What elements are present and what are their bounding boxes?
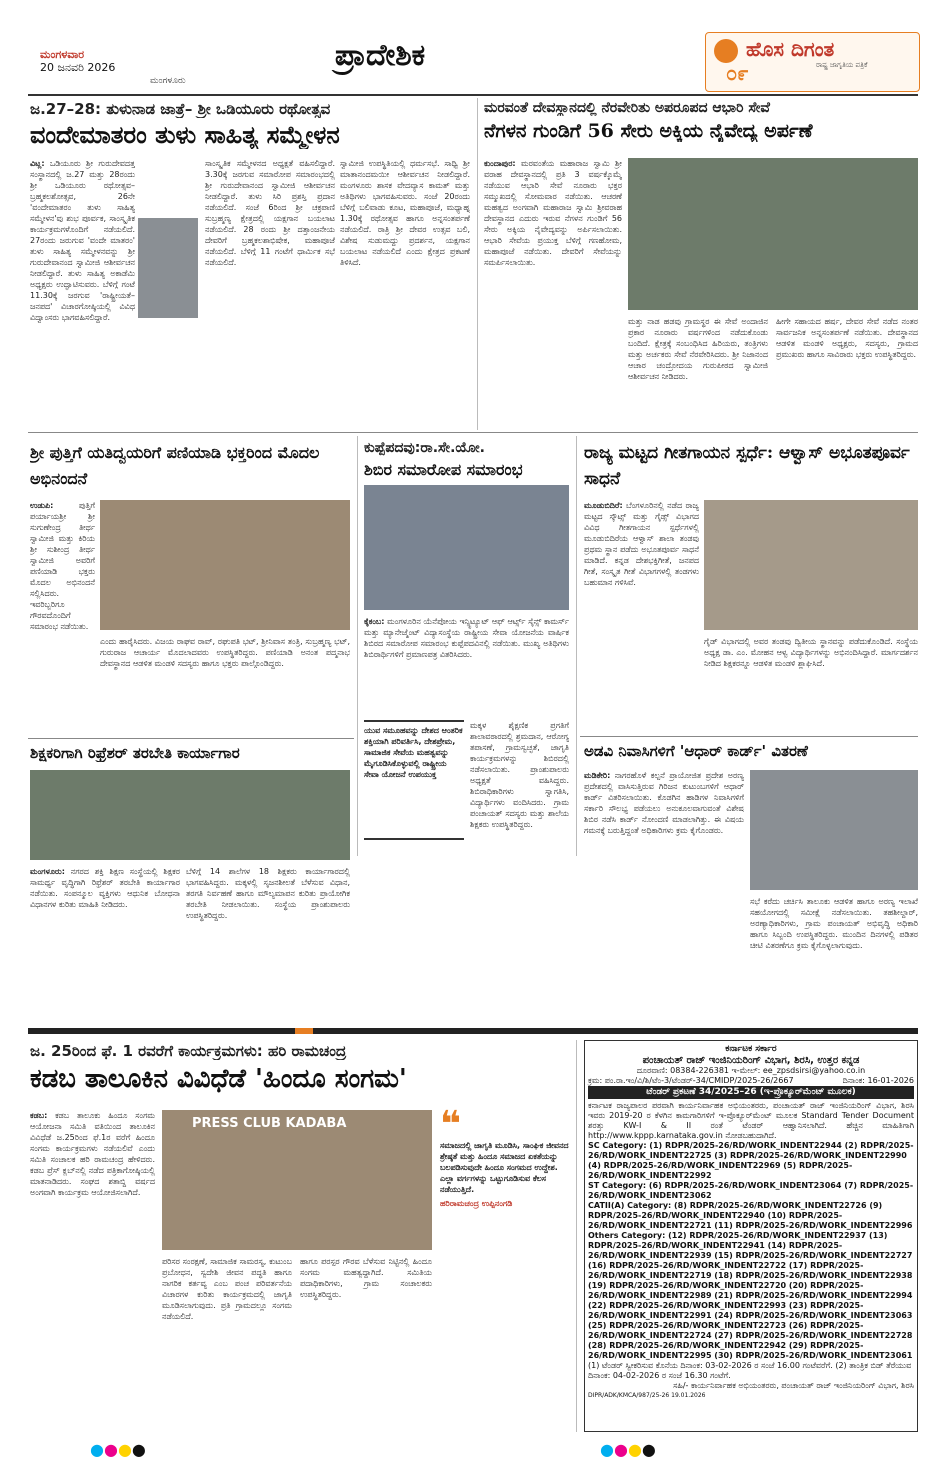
- story8-quote-author: ಹರಿರಾಮಚಂದ್ರ ಉಪ್ಪಿನಂಗಡಿ: [440, 1199, 513, 1208]
- story7-dateline: ಮಂಗಳೂರು:: [30, 867, 65, 876]
- story1-body2: ಸಾಂಸ್ಕೃತಿಕ ಸಮ್ಮೇಳನದ ಅಧ್ಯಕ್ಷತೆ ವಹಿಸಲಿದ್ದಾರೆ. 3.30ಕ್ಕೆ ಜರಗುವ ಸಮಾರೋಪ ಸಮಾರಂಭದಲ್ಲಿ ಶ್ರೀ ಗುರುದೇವಾನಂದ ಸ್ವಾಮೀಜಿ ಆಶೀರ್ವಚನ ನೀಡಲಿದ್ದಾರೆ. ತುಳು ಸಿರಿ ಪ್ರಶಸ್ತಿ ಪ್ರದಾನ ನಡೆಯಲಿದೆ. ಸಂಜೆ 6ರಿಂದ ಶ್ರೀ ಚಕ್ರಪಾಣಿ ಸುಬ್ರಹ್ಮಣ್ಯ ಕ್ಷೇತ್ರದಲ್ಲಿ ಯಕ್ಷಗಾನ ಬಯಲಾಟ ನಡೆಯಲಿದೆ. 28 ರಂದು ಶ್ರೀ ದತ್ತಾಂಜನೇಯ ದೇವರಿಗೆ ಬ್ರಹ್ಮಕಲಶಾಭಿಷೇಕ, ಮಹಾಪೂಜೆ ನಡೆಯಲಿದೆ. ಬೆಳಿಗ್ಗೆ 11 ಗಂಟೆಗೆ ಧಾರ್ಮಿಕ ಸಭೆ ನಡೆಯಲಿದೆ.: [205, 159, 335, 267]
- story7-body-col1: [30, 866, 180, 1016]
- story4-body1: ಮಂಗಳೂರಿನ ಯೆನೆಪೋಯ ಇನ್ಸ್ಟಿಟ್ಯೂಟ್ ಆಫ್ ಆರ್ಟ್ಸ್ ಸೈನ್ಸ್ ಕಾಮರ್ಸ್ ಮತ್ತು ಮ್ಯಾನೇಜ್ಮೆಂಟ್ ವಿದ್ಯಾಸಂಸ್ಥೆಯ ರಾಷ್ಟ್ರೀಯ ಸೇವಾ ಯೋಜನೆಯ ವಾರ್ಷಿಕ ಶಿಬಿರದ ಸಮಾರೋಪ ಸಮಾರಂಭ ಕುಪ್ಪೆಪದವಿನಲ್ಲಿ ನಡೆಯಿತು. ಮುಖ್ಯ ಅತಿಥಿಗಳು ಶಿಬಿರಾರ್ಥಿಗಳಿಗೆ ಪ್ರಮಾಣಪತ್ರ ವಿತರಿಸಿದರು.: [364, 617, 569, 659]
- story8-press-photo: [162, 1110, 432, 1250]
- tender-cat: CATII(A) Category: (8) RDPR/2025-26/RD/WORK_INDENT22726 (9) RDPR/2025-26/RD/WORK_INDENT22940 (10) RDPR/2025-26/RD/WORK_INDENT22721 (11) RDPR/2025-26/RD/WORK_INDENT22996: [588, 1201, 913, 1230]
- story5-body-col1: [584, 500, 699, 730]
- dot-icon: ●: [641, 1440, 656, 1459]
- story3-felicitation-photo: [100, 500, 350, 630]
- story5-dateline: ಮೂಡುಬಿದಿರೆ:: [584, 501, 623, 510]
- quote-mark-icon: ❝: [440, 1104, 462, 1145]
- story5-body1: ಬೆಂಗಳೂರಿನಲ್ಲಿ ನಡೆದ ರಾಜ್ಯ ಮಟ್ಟದ ಸ್ಕೌಟ್ಸ್ ಮತ್ತು ಗೈಡ್ಸ್ ವಿಭಾಗದ ವಿವಿಧ ಗೀತಗಾಯನ ಸ್ಪರ್ಧೆಗಳಲ್ಲಿ ಮೂಡುಬಿದಿರೆಯ ಆಳ್ವಾಸ್ ಶಾಲಾ ತಂಡವು ಪ್ರಥಮ ಸ್ಥಾನ ಪಡೆದು ಅಭೂತಪೂರ್ವ ಸಾಧನೆ ಮಾಡಿದೆ. ಕನ್ನಡ ದೇಶಭಕ್ತಿಗೀತೆ, ಜನಪದ ಗೀತೆ, ಸಂಸ್ಕೃತ ಗೀತೆ ವಿಭಾಗಗಳಲ್ಲಿ ತಂಡಗಳು ಬಹುಮಾನ ಗಳಿಸಿವೆ.: [584, 501, 699, 587]
- tender-others: Others Category: (12) RDPR/2025-26/RD/WORK_INDENT22937 (13) RDPR/2025-26/RD/WORK_INDENT22941 (14) RDPR/2025-26/RD/WORK_INDENT22939 (15) RDPR/2025-26/RD/WORK_INDENT22727 (16) RDPR/2025-26/RD/WORK_INDENT22722 (17) RDPR/2025-26/RD/WORK_INDENT22719 (18) RDPR/2025-26/RD/WORK_INDENT22938 (19) RDPR/2025-26/RD/WORK_INDENT22720 (20) RDPR/2025-26/RD/WORK_INDENT22989 (21) RDPR/2025-26/RD/WORK_INDENT22994 (22) RDPR/2025-26/RD/WORK_INDENT22993 (23) RDPR/2025-26/RD/WORK_INDENT22991 (24) RDPR/2025-26/RD/WORK_INDENT23063 (25) RDPR/2025-26/RD/WORK_INDENT22723 (26) RDPR/2025-26/RD/WORK_INDENT22724 (27) RDPR/2025-26/RD/WORK_INDENT22728 (28) RDPR/2025-26/RD/WORK_INDENT22942 (29) RDPR/2025-26/RD/WORK_INDENT22995 (30) RDPR/2025-26/RD/WORK_INDENT23061: [588, 1231, 913, 1360]
- story5-headline: ರಾಜ್ಯ ಮಟ್ಟದ ಗೀತಗಾಯನ ಸ್ಪರ್ಧೆ: ಆಳ್ವಾಸ್ ಅಭೂತಪೂರ್ವ ಸಾಧನೆ: [584, 443, 910, 489]
- tender-notice: [584, 1040, 918, 1432]
- tender-gov: ಕರ್ನಾಟಕ ಸರ್ಕಾರ: [725, 1044, 777, 1054]
- story1-body-col1: [30, 158, 135, 418]
- story8-body2: ಪರಿಸರ ಸಂರಕ್ಷಣೆ, ಸಾಮಾಜಿಕ ಸಾಮರಸ್ಯ, ಕುಟುಂಬ ಪ್ರಬೋಧನ, ಸ್ವದೇಶಿ ಜೀವನ ಪದ್ಧತಿ ಹಾಗೂ ನಾಗರಿಕ ಕರ್ತವ್ಯ ಎಂಬ ಪಂಚ ಪರಿವರ್ತನೆಯ ವಿಚಾರಗಳ ಕುರಿತು ಕಾರ್ಯಕ್ರಮದಲ್ಲಿ ಜಾಗೃತಿ ಮೂಡಿಸಲಾಗುವುದು. ಪ್ರತಿ ಗ್ರಾಮದಲ್ಲೂ ಸಂಗಮ ನಡೆಯಲಿದೆ.: [162, 1257, 292, 1321]
- story1-portrait-photo: [138, 218, 198, 318]
- registration-dots: [600, 1440, 656, 1459]
- masthead-logo: [705, 32, 920, 92]
- dot-icon: ●: [600, 1440, 614, 1459]
- tender-st: ST Category: (6) RDPR/2025-26/RD/WORK_INDENT23064 (7) RDPR/2025-26/RD/WORK_INDENT23062: [588, 1181, 914, 1200]
- story8-kicker: ಜ. 25ರಿಂದ ಫೆ. 1 ರವರೆಗೆ ಕಾರ್ಯಕ್ರಮಗಳು: ಹರಿ ರಾಮಚಂದ್ರ: [30, 1042, 347, 1060]
- divider: [28, 432, 918, 433]
- story2-headline: ನೆಗಳನ ಗುಂಡಿಗೆ 56 ಸೇರು ಅಕ್ಕಿಯ ನೈವೇದ್ಯ ಅರ್ಪಣೆ: [484, 120, 813, 142]
- story2-body3: ಹೀಗೇ ಸಹಾಯದ ಹರ್ಷ, ದೇವರ ಸೇವೆ ನಡೆದ ನಂತರ ಸಾರ್ವಜನಿಕ ಅನ್ನಸಂತರ್ಪಣೆ ನಡೆಯಿತು. ದೇವಸ್ಥಾನದ ಆಡಳಿತ ಮಂಡಳಿ ಅಧ್ಯಕ್ಷರು, ಸದಸ್ಯರು, ಗ್ರಾಮದ ಪ್ರಮುಖರು ಹಾಗೂ ಸಾವಿರಾರು ಭಕ್ತರು ಉಪಸ್ಥಿತರಿದ್ದರು.: [776, 317, 918, 359]
- header-rule: [28, 94, 918, 96]
- divider: [28, 738, 354, 739]
- story1-body1: ಒಡಿಯೂರು ಶ್ರೀ ಗುರುದೇವದತ್ತ ಸಂಸ್ಥಾನದಲ್ಲಿ ಜ.27 ಮತ್ತು 28ರಂದು ಶ್ರೀ ಒಡಿಯೂರು ರಥೋತ್ಸವ–ಬ್ರಹ್ಮಕಲಶೋತ್ಸವ, 26ನೇ 'ವಂದೇಮಾತರಂ ತುಳು ಸಾಹಿತ್ಯ ಸಮ್ಮೇಳನ'ವು ಶುಭ ಪೂರ್ವಕ, ಸಾಂಸ್ಕೃತಿಕ ಕಾರ್ಯಕ್ರಮಗಳೊಂದಿಗೆ ನಡೆಯಲಿದೆ. 27ರಂದು ಜರುಗುವ 'ವಂದೇ ಮಾತರಂ' ತುಳು ಸಾಹಿತ್ಯ ಸಮ್ಮೇಳನವನ್ನು ಶ್ರೀ ಗುರುದೇವಾನಂದ ಸ್ವಾಮೀಜಿ ಆಶೀರ್ವಚನ ನೀಡಲಿದ್ದಾರೆ. ತುಳು ಸಾಹಿತ್ಯ ಅಕಾಡೆಮಿ ಅಧ್ಯಕ್ಷರು ಉದ್ಘಾಟಿಸುವರು. ಬೆಳಿಗ್ಗೆ ಗಂಟೆ 11.30ಕ್ಕೆ ಜರಗುವ 'ರಾಷ್ಟ್ರೀಯತೆ–ಜನಪದ' ವಿಚಾರಗೋಷ್ಠಿಯಲ್ಲಿ ವಿವಿಧ ವಿದ್ವಾಂಸರು ಭಾಗವಹಿಸಲಿದ್ದಾರೆ.: [30, 159, 135, 322]
- divider: [477, 98, 478, 430]
- tender-ref-row: [588, 1076, 914, 1086]
- tender-signature: ಸಹಿ/- ಕಾರ್ಯನಿರ್ವಾಹಕ ಅಭಿಯಂತರರು, ಪಂಚಾಯತ್ ರಾಜ್ ಇಂಜಿನಿಯರಿಂಗ್ ವಿಭಾಗ, ಶಿರಸಿ: [673, 1381, 914, 1390]
- logo-name: ಹೊಸ ದಿಗಂತ: [746, 37, 835, 61]
- story1-headline: ವಂದೇಮಾತರಂ ತುಳು ಸಾಹಿತ್ಯ ಸಮ್ಮೇಳನ: [30, 120, 340, 149]
- story1-body3: ಸ್ವಾಮೀಜಿ ಉಪಸ್ಥಿತಿಯಲ್ಲಿ ಧರ್ಮಸಭೆ. ಸಾಧ್ವಿ ಶ್ರೀ ಮಾತಾನಂದಮಯೀ ಆಶೀರ್ವಚನ ನೀಡಲಿದ್ದಾರೆ. ಮಂಗಳೂರು ಶಾಸಕ ವೇದವ್ಯಾಸ ಕಾಮತ್ ಮತ್ತು ಅತಿಥಿಗಳು ಭಾಗವಹಿಸುವರು. ಸಂಜೆ 20ರಂದು ಬೆಳಿಗ್ಗೆ ಬಲಿವಾಡು ಕೂಟ, ಮಹಾಪೂಜೆ, ಮಧ್ಯಾಹ್ನ 1.30ಕ್ಕೆ ರಥೋತ್ಸವ ಹಾಗೂ ಅನ್ನಸಂತರ್ಪಣೆ ನಡೆಯಲಿದೆ. ರಾತ್ರಿ ಶ್ರೀ ದೇವರ ಉತ್ಸವ ಬಲಿ, ವಿಶೇಷ ಸುಡುಮದ್ದು ಪ್ರದರ್ಶನ, ಯಕ್ಷಗಾನ ಬಯಲಾಟ ನಡೆಯಲಿದೆ ಎಂದು ಕ್ಷೇತ್ರದ ಪ್ರಕಟಣೆ ತಿಳಿಸಿದೆ.: [340, 159, 470, 267]
- story1-kicker: ಜ.27–28: ತುಳುನಾಡ ಜಾತ್ರೆ– ಶ್ರೀ ಒಡಿಯೂರು ರಥೋತ್ಸವ: [30, 100, 331, 118]
- registration-dots: [90, 1440, 146, 1459]
- header-place: ಮಂಗಳೂರು: [150, 76, 186, 86]
- story8-quote-box: [440, 1104, 570, 1320]
- story6-aadhaar-photo: [750, 770, 918, 890]
- story6-dateline: ಮಡಿಕೇರಿ:: [584, 771, 611, 780]
- story8-headline: ಕಡಬ ತಾಲೂಕಿನ ವಿವಿಧೆಡೆ 'ಹಿಂದೂ ಸಂಗಮ': [30, 1064, 407, 1094]
- dot-icon: ●: [627, 1440, 642, 1459]
- tender-dates: (1) ಟೆಂಡರ್ ಸ್ವೀಕರಿಸುವ ಕೊನೆಯ ದಿನಾಂಕ: 03-02-2026 ರ ಸಂಜೆ 16.00 ಗಂಟೆವರೆಗೆ. (2) ತಾಂತ್ರಿಕ ಬಿಡ್ ತೆರೆಯುವ ದಿನಾಂಕ: 04-02-2026 ರ ಸಂಜೆ 16.30 ಗಂಟೆಗೆ.: [588, 1361, 912, 1380]
- tender-code: DIPR/ADK/KMCA/987/25-26 19.01.2026: [588, 1392, 706, 1399]
- tender-dept: ಪಂಚಾಯತ್ ರಾಜ್ ಇಂಜಿನಿಯರಿಂಗ್ ವಿಭಾಗ, ಶಿರಸಿ, ಉತ್ತರ ಕನ್ನಡ: [642, 1055, 860, 1066]
- story4-quote: ಯುವ ಸಮೂಹವನ್ನು ದೇಶದ ಆಂತರಿಕ ಶಕ್ತಿಯಾಗಿ ಪರಿವರ್ತಿಸಿ, ದೇಶಪ್ರೇಮ, ಸಾಮಾಜಿಕ ಸೇವೆಯ ಮಹತ್ವವನ್ನು ಮೈಗೂಡಿಸಿಕೊಳ್ಳುವಲ್ಲಿ ರಾಷ್ಟ್ರೀಯ ಸೇವಾ ಯೋಜನೆ ಉಪಯುಕ್ತ: [364, 720, 464, 840]
- tender-ref: ಕ್ರಮ: ಪಂ.ರಾ.ಇಂ/ವಿ/ಶಿ/ಟೆಂ-3/ಟೆಂಡರ್-34/CMIDP/2025-26/2667: [588, 1076, 794, 1085]
- header-date-text: 20 ಜನವರಿ 2026: [40, 61, 116, 74]
- story8-body3: ಹಾಗೂ ಪರಸ್ಪರ ಗೌರವ ಬೆಳೆಸುವ ನಿಟ್ಟಿನಲ್ಲಿ ಹಿಂದೂ ಸಂಗಮ ಮಹತ್ವದ್ದಾಗಿದೆ. ಸಮಿತಿಯ ಪದಾಧಿಕಾರಿಗಳು, ಗ್ರಾಮ ಸಂಚಾಲಕರು ಉಪಸ್ಥಿತರಿದ್ದರು.: [300, 1257, 432, 1299]
- story4-dateline: ಕೈಕಂಬ:: [364, 617, 385, 626]
- tender-sc: SC Category: (1) RDPR/2025-26/RD/WORK_INDENT22944 (2) RDPR/2025-26/RD/WORK_INDENT22725 (3) RDPR/2025-26/RD/WORK_INDENT22990 (4) RDPR/2025-26/RD/WORK_INDENT22969 (5) RDPR/2025-26/RD/WORK_INDENT22992: [588, 1141, 914, 1180]
- story2-dateline: ಕುಂದಾಪುರ:: [484, 159, 516, 168]
- story2-body-col1: [484, 158, 622, 428]
- logo-emblem-icon: [714, 39, 738, 63]
- dot-icon: ●: [90, 1440, 104, 1459]
- story4-body-col1: [364, 616, 569, 716]
- divider: [576, 436, 577, 856]
- dot-icon: ●: [613, 1440, 628, 1459]
- tender-title: ಟೆಂಡರ್ ಪ್ರಕಟಣೆ 34/2025–26 (ಇ-ಪ್ರೊಕ್ಯೂರ್‌ಮೆಂಟ್ ಮೂಲಕ): [588, 1086, 914, 1099]
- story8-body1: ಕಡಬ ತಾಲೂಕು ಹಿಂದೂ ಸಂಗಮ ಆಯೋಜನಾ ಸಮಿತಿ ವತಿಯಿಂದ ತಾಲೂಕಿನ ವಿವಿಧೆಡೆ ಜ.25ರಿಂದ ಫೆ.1ರ ವರೆಗೆ ಹಿಂದೂ ಸಂಗಮ ಕಾರ್ಯಕ್ರಮಗಳು ನಡೆಯಲಿವೆ ಎಂದು ಸಮಿತಿ ಸಂಚಾಲಕ ಹರಿ ರಾಮಚಂದ್ರ ಹೇಳಿದರು. ಕಡಬ ಪ್ರೆಸ್ ಕ್ಲಬ್‌ನಲ್ಲಿ ನಡೆದ ಪತ್ರಿಕಾಗೋಷ್ಠಿಯಲ್ಲಿ ಮಾತನಾಡಿದರು. ಸಂಘದ ಶತಾಬ್ದಿ ವರ್ಷದ ಅಂಗವಾಗಿ ಕಾರ್ಯಕ್ರಮ ಆಯೋಜಿಸಲಾಗಿದೆ.: [30, 1111, 155, 1197]
- story7-headline: ಶಿಕ್ಷಕರಿಗಾಗಿ ರಿಫ್ರೆಶರ್ ತರಬೇತಿ ಕಾರ್ಯಾಗಾರ: [30, 744, 240, 762]
- story8-quote: ಸಮಾಜದಲ್ಲಿ ಜಾಗೃತಿ ಮೂಡಿಸಿ, ಸಾಂಘಿಕ ಜೀವನದ ಶ್ರೇಷ್ಠತೆ ಮತ್ತು ಹಿಂದೂ ಸಮಾಜದ ಏಕತೆಯನ್ನು ಬಲಪಡಿಸುವುದೇ ಹಿಂದೂ ಸಂಗಮದ ಉದ್ದೇಶ. ಎಲ್ಲಾ ವರ್ಗಗಳನ್ನು ಒಟ್ಟುಗೂಡಿಸುವ ಕೆಲಸ ನಡೆಯುತ್ತಿದೆ.: [440, 1141, 569, 1194]
- story8-dateline: ಕಡಬ:: [30, 1111, 48, 1120]
- story6-body-col1: [584, 770, 744, 1000]
- story1-dateline: ವಿಟ್ಲ:: [30, 159, 45, 168]
- divider: [576, 1040, 577, 1432]
- story8-body-col1: [30, 1110, 155, 1430]
- story3-body1: ಪುತ್ತಿಗೆ ಪರ್ಯಾಯಶ್ರೀ ಶ್ರೀ ಸುಗುಣೇಂದ್ರ ತೀರ್ಥ ಸ್ವಾಮೀಜಿ ಮತ್ತು ಕಿರಿಯ ಶ್ರೀ ಸುಶೀಂದ್ರ ತೀರ್ಥ ಸ್ವಾಮೀಜಿ ಅವರಿಗೆ ಪಣಿಯಾಡಿ ಭಕ್ತರು ಮೊದಲ ಅಭಿನಂದನೆ ಸಲ್ಲಿಸಿದರು. ಇವರಿಬ್ಬರಿಗೂ ಗೌರವದೊಂದಿಗೆ ಸಮಾರಂಭ ನಡೆಯಿತು.: [30, 501, 95, 631]
- story3-dateline: ಉಡುಪಿ:: [30, 501, 54, 510]
- story8-photo-label: PRESS CLUB KADABA: [192, 1116, 347, 1131]
- tender-intro: ಕರ್ನಾಟಕ ರಾಜ್ಯಪಾಲರ ಪರವಾಗಿ ಕಾರ್ಯನಿರ್ವಾಹಕ ಅಭಿಯಂತರರು, ಪಂಚಾಯತ್ ರಾಜ್ ಇಂಜಿನಿಯರಿಂಗ್ ವಿಭಾಗ, ಶಿರಸಿ ಇವರು 2019-20 ರ ಕೆಳಗಿನ ಕಾಮಗಾರಿಗಳಿಗೆ ಇ-ಪ್ರೊಕ್ಯೂರ್‌ಮೆಂಟ್ ಮೂಲಕ Standard Tender Document ಶರತ್ತು KW-I & II ರಂತೆ ಟೆಂಡರ್ ಆಹ್ವಾನಿಸಲಾಗಿದೆ. ಹೆಚ್ಚಿನ ಮಾಹಿತಿಗಾಗಿ http://www.kppp.karnataka.gov.in ನೋಡಬಹುದಾಗಿದೆ.: [588, 1101, 914, 1140]
- tender-ref-date: ದಿನಾಂಕ: 16-01-2026: [842, 1076, 914, 1085]
- story4-body2: ಮಕ್ಕಳ ಶೈಕ್ಷಣಿಕ ಪ್ರಗತಿಗೆ ಶಾಲಾವಠಾರದಲ್ಲಿ ಶ್ರಮದಾನ, ಆರೋಗ್ಯ ತಪಾಸಣೆ, ಗ್ರಾಮಸ್ವಚ್ಛತೆ, ಜಾಗೃತಿ ಕಾರ್ಯಕ್ರಮಗಳನ್ನು ಶಿಬಿರದಲ್ಲಿ ನಡೆಸಲಾಯಿತು. ಪ್ರಾಂಶುಪಾಲರು ಅಧ್ಯಕ್ಷತೆ ವಹಿಸಿದ್ದರು. ಶಿಬಿರಾಧಿಕಾರಿಗಳು ಸ್ವಾಗತಿಸಿ, ವಿದ್ಯಾರ್ಥಿಗಳು ವಂದಿಸಿದರು. ಗ್ರಾಮ ಪಂಚಾಯತ್ ಸದಸ್ಯರು ಮತ್ತು ಶಾಲೆಯ ಶಿಕ್ಷಕರು ಉಪಸ್ಥಿತರಿದ್ದರು.: [470, 721, 569, 829]
- story4-headline: ಶಿಬಿರ ಸಮಾರೋಪ ಸಮಾರಂಭ: [364, 460, 523, 479]
- story2-temple-photo: [628, 158, 918, 310]
- story4-kicker: ಕುಪ್ಪೆಪದವು:ರಾ.ಸೇ.ಯೋ.: [364, 440, 485, 456]
- story6-body1: ನಾಗರಹೊಳೆ ಕಲ್ಪನೆ ಪ್ರಾಯೋಜಿತ ಪ್ರದೇಶ ಅರಣ್ಯ ಪ್ರದೇಶದಲ್ಲಿ ವಾಸಿಸುತ್ತಿರುವ ಗಿರಿಜನ ಕುಟುಂಬಗಳಿಗೆ ಆಧಾರ್ ಕಾರ್ಡ್ ವಿತರಿಸಲಾಯಿತು. ಕೊಡಗಿನ ಹಾಡಿಗಳ ನಿವಾಸಿಗಳಿಗೆ ಸರ್ಕಾರಿ ಸೌಲಭ್ಯ ಪಡೆಯಲು ಅನುಕೂಲವಾಗುವಂತೆ ವಿಶೇಷ ಶಿಬಿರ ನಡೆಸಿ ಕಾರ್ಡ್ ನೋಂದಣಿ ಮಾಡಲಾಗಿತ್ತು. ಈ ವಿಷಯ ಗಮನಕ್ಕೆ ಬರುತ್ತಿದ್ದಂತೆ ಅಧಿಕಾರಿಗಳು ಕ್ರಮ ಕೈಗೊಂಡರು.: [584, 771, 744, 835]
- page-number: ೦೯: [726, 61, 749, 85]
- divider: [580, 736, 918, 737]
- story2-body1: ಮರವಂತೆಯ ಮಹಾರಾಜ ಸ್ವಾಮಿ ಶ್ರೀ ವರಾಹ ದೇವಸ್ಥಾನದಲ್ಲಿ ಪ್ರತಿ 3 ವರ್ಷಕ್ಕೊಮ್ಮೆ ನಡೆಯುವ ಆಭಾರಿ ಸೇವೆ ನೂರಾರು ಭಕ್ತರ ಸಮ್ಮುಖದಲ್ಲಿ ಸೋಮವಾರ ನಡೆಯಿತು. ಆಚರಣೆ ಮಹತ್ವದ ಅಂಗವಾಗಿ ಮಹಾರಾಜ ಸ್ವಾಮಿ ಶ್ರೀವರಾಹ ದೇವಸ್ಥಾನದ ಎದುರು ಇರುವ ನೆಗಳನ ಗುಂಡಿಗೆ 56 ಸೇರು ಅಕ್ಕಿಯ ನೈವೇದ್ಯವನ್ನು ಅರ್ಪಿಸಲಾಯಿತು. ಆಭಾರಿ ಸೇವೆಯ ಪ್ರಯುಕ್ತ ಬೆಳಿಗ್ಗೆ ಗಣಹೋಮ, ಮಹಾಪೂಜೆ ನಡೆಯಿತು. ದೇವರಿಗೆ ಸೇವೆಯನ್ನು ಸಮರ್ಪಿಸಲಾಯಿತು.: [484, 159, 622, 267]
- divider: [357, 436, 358, 856]
- header-date: [40, 48, 150, 74]
- dot-icon: ●: [131, 1440, 146, 1459]
- header-day: ಮಂಗಳವಾರ: [40, 48, 85, 61]
- story4-camp-photo: [364, 485, 569, 610]
- section-title: ಪ್ರಾದೇಶಿಕ: [334, 38, 426, 73]
- logo-tagline: ರಾಷ್ಟ್ರ ಜಾಗೃತಿಯ ಪತ್ರಿಕೆ: [816, 61, 868, 69]
- dot-icon: ●: [117, 1440, 132, 1459]
- story7-body2: ಬೆಳಿಗ್ಗೆ 14 ಶಾಲೆಗಳ 18 ಶಿಕ್ಷಕರು ಕಾರ್ಯಾಗಾರದಲ್ಲಿ ಭಾಗವಹಿಸಿದ್ದರು. ಮಕ್ಕಳಲ್ಲಿ ಸೃಜನಶೀಲತೆ ಬೆಳೆಸುವ ವಿಧಾನ, ತರಗತಿ ನಿರ್ವಹಣೆ ಹಾಗೂ ಮೌಲ್ಯಮಾಪನ ಕುರಿತು ಪ್ರಾಯೋಗಿಕ ತರಬೇತಿ ನೀಡಲಾಯಿತು. ಸಂಸ್ಥೆಯ ಪ್ರಾಂಶುಪಾಲರು ಉಪಸ್ಥಿತರಿದ್ದರು.: [186, 867, 350, 920]
- story6-body2: ಸಭೆ ಕರೆದು ಚರ್ಚಿಸಿ ತಾಲೂಕು ಆಡಳಿತ ಹಾಗೂ ಅರಣ್ಯ ಇಲಾಖೆ ಸಹಯೋಗದಲ್ಲಿ ಸಮೀಕ್ಷೆ ನಡೆಸಲಾಯಿತು. ತಹಶೀಲ್ದಾರ್, ಅರಣ್ಯಾಧಿಕಾರಿಗಳು, ಗ್ರಾಮ ಪಂಚಾಯತ್ ಅಭಿವೃದ್ಧಿ ಅಧಿಕಾರಿ ಹಾಗೂ ಸಿಬ್ಬಂದಿ ಉಪಸ್ಥಿತರಿದ್ದರು. ಮುಂದಿನ ದಿನಗಳಲ್ಲಿ ಪಡಿತರ ಚೀಟಿ ವಿತರಣೆಗೂ ಕ್ರಮ ಕೈಗೊಳ್ಳಲಾಗುವುದು.: [750, 897, 918, 950]
- story2-kicker: ಮರವಂತೆ ದೇವಸ್ಥಾನದಲ್ಲಿ ನೆರವೇರಿತು ಅಪರೂಪದ ಆಭಾರಿ ಸೇವೆ: [484, 100, 770, 116]
- story3-headline: ಶ್ರೀ ಪುತ್ತಿಗೆ ಯತಿದ್ವಯರಿಗೆ ಪಣಿಯಾಡಿ ಭಕ್ತರಿಂದ ಮೊದಲ ಅಭಿನಂದನೆ: [30, 443, 320, 488]
- story5-body2: ಗೈಡ್ ವಿಭಾಗದಲ್ಲಿ ಅವರ ತಂಡವು ದ್ವಿತೀಯ ಸ್ಥಾನವನ್ನು ಪಡೆದುಕೊಂಡಿದೆ. ಸಂಸ್ಥೆಯ ಅಧ್ಯಕ್ಷ ಡಾ. ಎಂ. ಮೋಹನ ಆಳ್ವ ವಿದ್ಯಾರ್ಥಿಗಳನ್ನು ಅಭಿನಂದಿಸಿದ್ದಾರೆ. ಮಾರ್ಗದರ್ಶನ ನೀಡಿದ ಶಿಕ್ಷಕರನ್ನೂ ಆಡಳಿತ ಮಂಡಳಿ ಶ್ಲಾಘಿಸಿದೆ.: [704, 637, 918, 668]
- story5-winners-photo: [704, 500, 918, 630]
- dot-icon: ●: [103, 1440, 118, 1459]
- story6-headline: ಅಡವಿ ನಿವಾಸಿಗಳಿಗೆ 'ಆಧಾರ್ ಕಾರ್ಡ್' ವಿತರಣೆ: [584, 742, 808, 760]
- story3-body-col1: [30, 500, 95, 730]
- tender-contact: ದೂರವಾಣಿ: 08384-226381 ಇ-ಮೇಲ್: ee_zpsdsirsi@yahoo.co.in: [636, 1066, 866, 1075]
- color-bar: [28, 1028, 918, 1034]
- story7-workshop-photo: [30, 770, 350, 860]
- story2-body2: ಮತ್ತು ನಾಡ ಹಡವು ಗ್ರಾಮಸ್ಥರ ಈ ಸೇವೆ ಅಂದಾಜಿನ ಪ್ರಕಾರ ನೂರಾರು ವರ್ಷಗಳಿಂದ ನಡೆದುಕೊಂಡು ಬಂದಿದೆ. ಕ್ಷೇತ್ರಕ್ಕೆ ಸಂಬಂಧಿಸಿದ ಹಿರಿಯರು, ತಂತ್ರಿಗಳು ಮತ್ತು ಅರ್ಚಕರು ಸೇವೆ ನೆರವೇರಿಸಿದರು. ಶ್ರೀ ನಿಜಾನಂದ ಆಚಾರ ಚಂದ್ರೋದಯ ಗುರುಪೀಠದ ಸ್ವಾಮೀಜಿ ಆಶೀರ್ವಚನ ನೀಡಿದರು.: [628, 317, 768, 381]
- story7-body1: ನಗರದ ಶಕ್ತಿ ಶಿಕ್ಷಣ ಸಂಸ್ಥೆಯಲ್ಲಿ ಶಿಕ್ಷಕರ ಸಾಮರ್ಥ್ಯ ವೃದ್ಧಿಗಾಗಿ ರಿಫ್ರೆಶರ್ ತರಬೇತಿ ಕಾರ್ಯಾಗಾರ ನಡೆಯಿತು. ಸಂಪನ್ಮೂಲ ವ್ಯಕ್ತಿಗಳು ಆಧುನಿಕ ಬೋಧನಾ ವಿಧಾನಗಳ ಕುರಿತು ಮಾಹಿತಿ ನೀಡಿದರು.: [30, 867, 180, 909]
- story3-body2: ಎಂದು ಹಾರೈಸಿದರು. ವಿಜಯ ರಾಘವ ರಾವ್, ರಘುಪತಿ ಭಟ್, ಶ್ರೀನಿವಾಸ ತಂತ್ರಿ, ಸುಬ್ರಹ್ಮಣ್ಯ ಭಟ್, ಗುರುರಾಜ ಆಚಾರ್ಯ ಮೊದಲಾದವರು ಉಪಸ್ಥಿತರಿದ್ದರು. ಪಣಿಯಾಡಿ ಅನಂತ ಪದ್ಮನಾಭ ದೇವಸ್ಥಾನದ ಆಡಳಿತ ಮಂಡಳಿ ಸದಸ್ಯರು ಹಾಗೂ ಭಕ್ತರು ಪಾಲ್ಗೊಂಡಿದ್ದರು.: [100, 637, 350, 668]
